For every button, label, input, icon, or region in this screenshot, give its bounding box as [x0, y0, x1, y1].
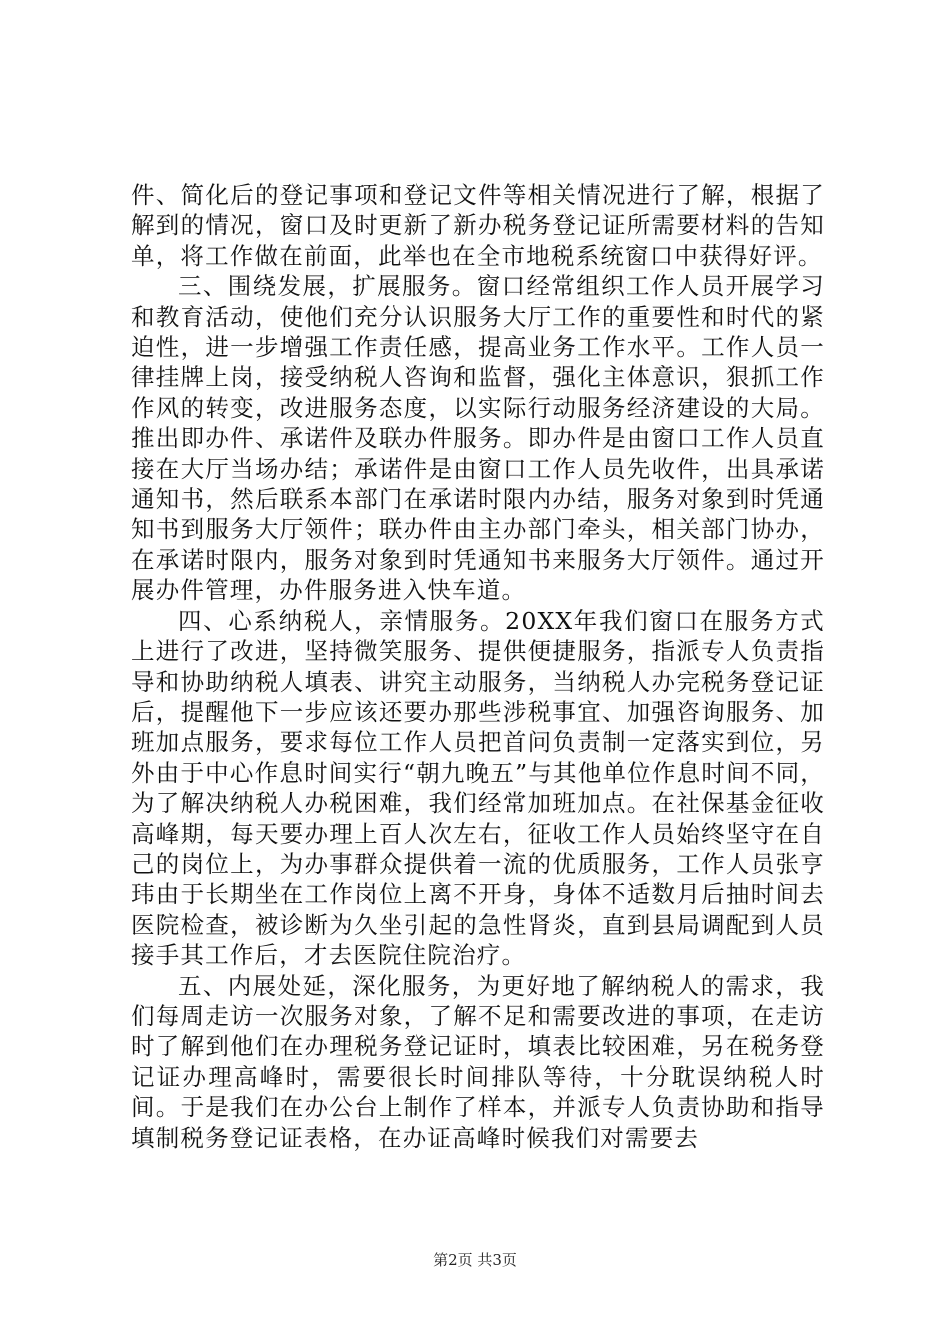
paragraph-section-five: 五、内展处延，深化服务，为更好地了解纳税人的需求，我们每周走访一次服务对象，了解不足和需要改进的事项，在走访时了解到他们在办理税务登记证时，填表比较困难，另在税务登记证办理高峰时，需要很长时间排队等待，十分耽误纳税人时间。于是我们在办公台上制作了样本，并派专人负责协助和指导填制税务登记证表格，在办证高峰时候我们对需要去 [131, 971, 825, 1152]
document-body [131, 180, 825, 1153]
page-number: 第2页 共3页 [433, 1251, 517, 1269]
paragraph-section-three: 三、围绕发展，扩展服务。窗口经常组织工作人员开展学习和教育活动，使他们充分认识服务大厅工作的重要性和时代的紧迫性，进一步增强工作责任感，提高业务工作水平。工作人员一律挂牌上岗，接受纳税人咨询和监督，强化主体意识，狠抓工作作风的转变，改进服务态度，以实际行动服务经济建设的大局。推出即办件、承诺件及联办件服务。即办件是由窗口工作人员直接在大厅当场办结；承诺件是由窗口工作人员先收件，出具承诺通知书，然后联系本部门在承诺时限内办结，服务对象到时凭通知书到服务大厅领件；联办件由主办部门牵头，相关部门协办，在承诺时限内，服务对象到时凭通知书来服务大厅领件。通过开展办件管理，办件服务进入快车道。 [131, 272, 825, 605]
paragraph-continuation: 件、简化后的登记事项和登记文件等相关情况进行了解，根据了解到的情况，窗口及时更新了新办税务登记证所需要材料的告知单，将工作做在前面，此举也在全市地税系统窗口中获得好评。 [131, 181, 825, 270]
page-footer [0, 1250, 950, 1270]
paragraph-section-four: 四、心系纳税人，亲情服务。20XX年我们窗口在服务方式上进行了改进，坚持微笑服务、提供便捷服务，指派专人负责指导和协助纳税人填表、讲究主动服务，当纳税人办完税务登记证后，提醒他下一步应该还要办那些涉税事宜、加强咨询服务、加班加点服务，要求每位工作人员把首问负责制一定落实到位，另外由于中心作息时间实行“朝九晚五”与其他单位作息时间不同，为了解决纳税人办税困难，我们经常加班加点。在社保基金征收高峰期，每天要办理上百人次左右，征收工作人员始终坚守在自己的岗位上，为办事群众提供着一流的优质服务，工作人员张亨玮由于长期坐在工作岗位上离不开身，身体不适数月后抽时间去医院检查，被诊断为久坐引起的急性肾炎，直到县局调配到人员接手其工作后，才去医院住院治疗。 [131, 606, 825, 970]
